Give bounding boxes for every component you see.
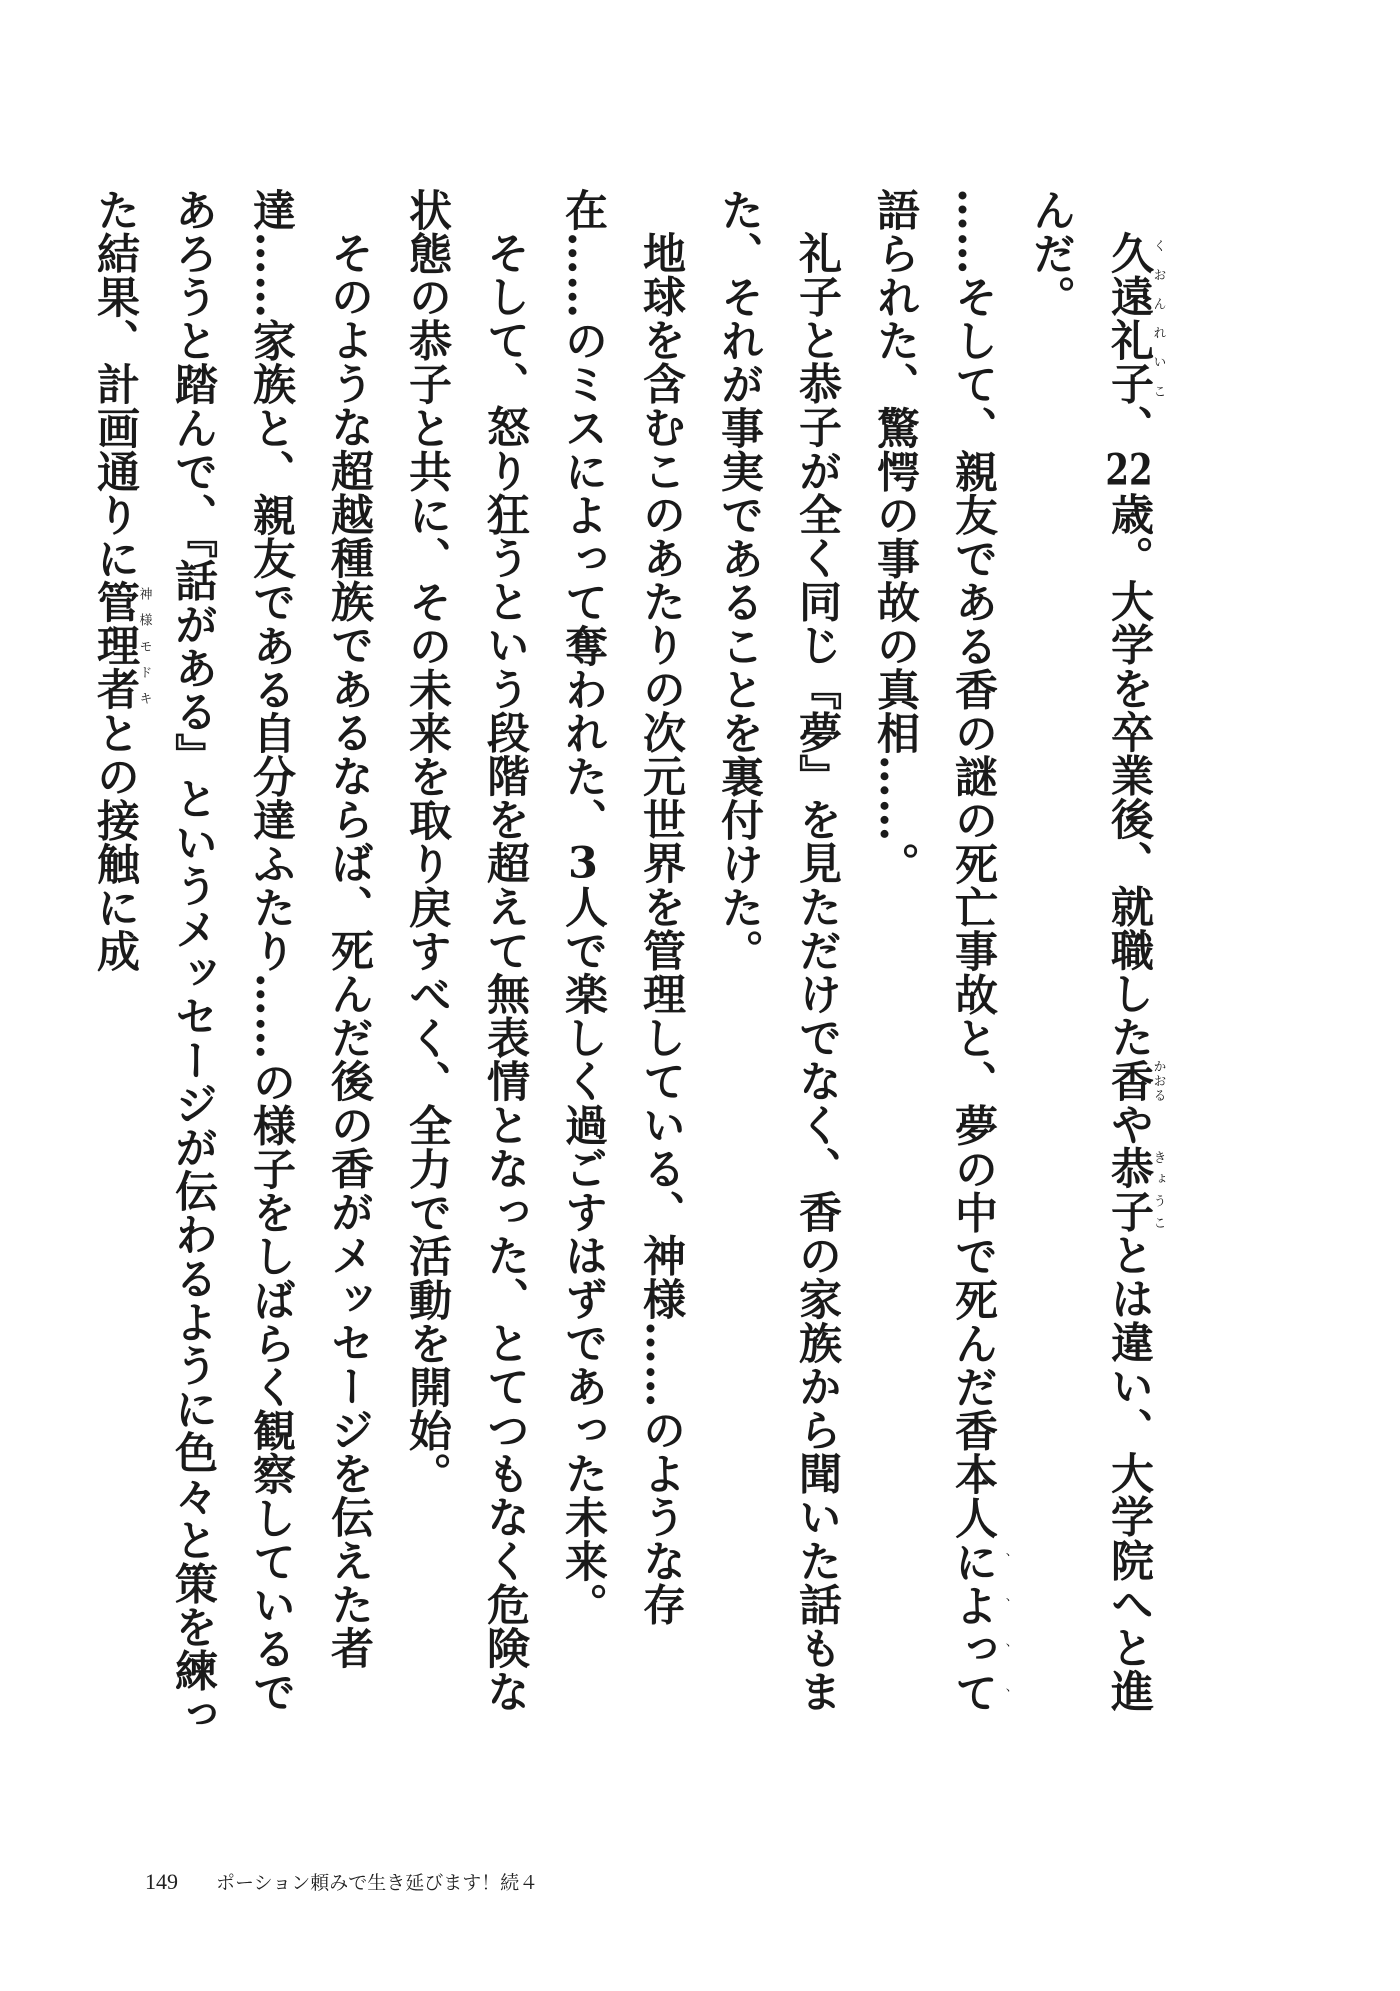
paragraph	[76, 188, 388, 1748]
furigana-reading: くおんれいこ	[1150, 231, 1166, 406]
upright-number: 3	[568, 842, 598, 885]
furigana-reading: 神様モドキ	[136, 580, 152, 712]
text-run: そのような超越種族であるならば、死んだ後の香がメッセージを伝えた者達……家族と、親友である自分達ふたり……の様子をしばらく観察しているであろうと踏んで、『話がある』というメッセージが伝わるように色々と策を練った結果、計画通りに	[90, 188, 374, 1737]
ruby-base-text: 久遠礼子	[1104, 231, 1154, 406]
ruby-annotated-word	[1104, 1146, 1166, 1234]
vertical-body-text	[76, 188, 1168, 1748]
ruby-base-text: 管理者	[90, 580, 140, 712]
text-run: との接触に成	[90, 711, 140, 973]
ruby-annotated-word	[90, 580, 152, 712]
text-run: ……そして、親友である香の謎の死亡事故と、夢の中で死んだ香本人	[948, 188, 998, 1540]
paragraph	[388, 188, 544, 1748]
ruby-base-text: によって	[948, 1539, 998, 1715]
text-run: 礼子と恭子が全く同じ『夢』を見ただけでなく、香の家族から聞いた話もまた、それが事実であることを裏付けた。	[714, 188, 842, 1714]
running-book-title: ポーション頼みで生き延びます！続４	[216, 1872, 539, 1894]
text-run: 語られた、驚愕の事故の真相……。	[870, 188, 920, 886]
ruby-base-text: 香	[1104, 1058, 1154, 1103]
furigana-reading: きょうこ	[1150, 1146, 1166, 1234]
furigana-reading: 、、、、	[994, 1539, 1010, 1715]
paragraph	[1012, 188, 1168, 1748]
text-run: 地球を含むこのあたりの次元世界を管理している、神様……のような存在……のミスによって奪われた、	[558, 188, 686, 1627]
text-run: や	[1104, 1102, 1154, 1147]
page-footer	[145, 1868, 538, 1895]
ruby-annotated-word	[1104, 231, 1166, 406]
page-number: 149	[145, 1869, 178, 1894]
ruby-base-text: 恭子	[1104, 1146, 1154, 1234]
paragraph	[856, 188, 1012, 1748]
text-run: そして、怒り狂うという段階を超えて無表情となった、とてつもなく危険な状態の恭子と共に、その未来を取り戻すべく、全力で活動を開始。	[402, 188, 530, 1714]
upright-number: 22	[1105, 449, 1153, 493]
ruby-annotated-word	[948, 1539, 1010, 1715]
text-run: 歳。大学を卒業後、就職した	[1104, 492, 1154, 1059]
text-run: とは違い、大学院へと進んだ。	[1026, 188, 1154, 1713]
paragraph	[544, 188, 700, 1748]
paragraph	[700, 188, 856, 1748]
furigana-reading: かおる	[1150, 1058, 1166, 1103]
ruby-annotated-word	[1104, 1058, 1166, 1103]
text-run: 、	[1104, 405, 1154, 450]
text-run: 人で楽しく過ごすはずであった未来。	[558, 885, 608, 1627]
